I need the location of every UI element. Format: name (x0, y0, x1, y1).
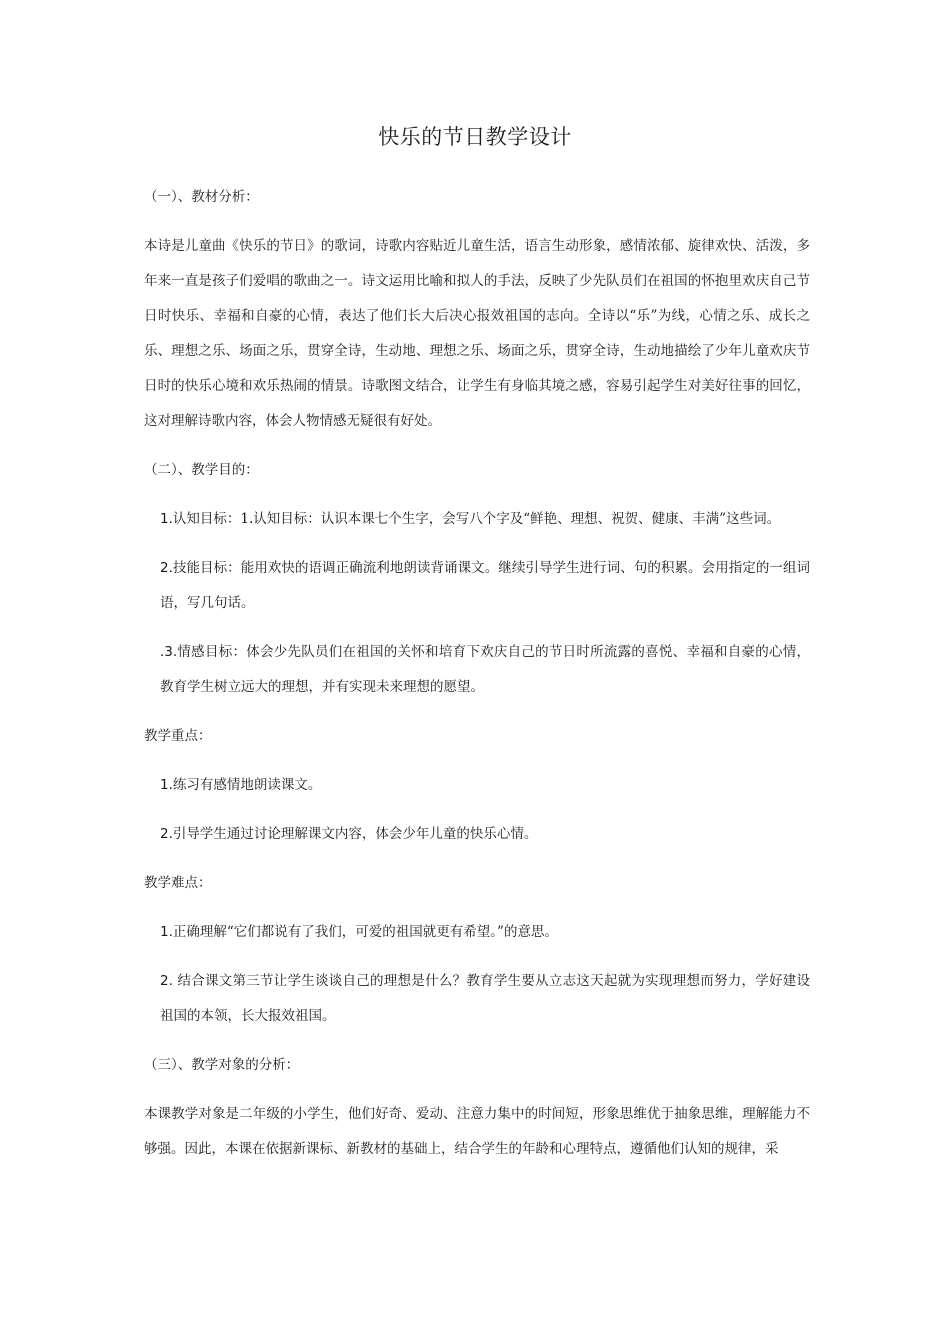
key-point-item (144, 817, 810, 852)
difficulty-number: 2. (160, 973, 178, 989)
difficulty-text: 正确理解“它们都说有了我们，可爱的祖国就更有希望。”的意思。 (172, 924, 558, 940)
section-heading-key-points: 教学重点： (144, 728, 212, 744)
goal-number: .3. (160, 644, 178, 660)
materials-analysis-paragraph: 本诗是儿童曲《快乐的节日》的歌词，诗歌内容贴近儿童生活，语言生动形象，感情浓郁、旋律欢快、活泼，多年来一直是孩子们爱唱的歌曲之一。诗文运用比喻和拟人的手法，反映了少先队员们在祖国的怀抱里欢庆自己节日时快乐、幸福和自豪的心情，表达了他们长大后决心报效祖国的志向。全诗以“乐”为线，心情之乐、成长之乐、理想之乐、场面之乐，贯穿全诗，生动地、理想之乐、场面之乐，贯穿全诗，生动地描绘了少年儿童欢庆节日时的快乐心境和欢乐热闹的情景。诗歌图文结合，让学生有身临其境之感，容易引起学生对美好往事的回忆，这对理解诗歌内容，体会人物情感无疑很有好处。 (144, 238, 810, 429)
difficulty-item (144, 964, 810, 1034)
learner-analysis-paragraph: 本课教学对象是二年级的小学生，他们好奇、爱动、注意力集中的时间短，形象思维优于抽象思维，理解能力不够强。因此，本课在依据新课标、新教材的基础上，结合学生的年龄和心理特点，遵循他们认知的规律，采 (144, 1106, 810, 1157)
goal-number: 1. (160, 511, 173, 527)
difficulty-text: 结合课文第三节让学生谈谈自己的理想是什么？教育学生要从立志这天起就为实现理想而努力，学好建设祖国的本领，长大报效祖国。 (160, 973, 811, 1024)
goal-item-cognitive (144, 502, 810, 537)
section-heading-difficulties: 教学难点： (144, 875, 212, 891)
difficulty-number: 1. (160, 924, 173, 940)
section-heading-materials: （一）、教材分析： (144, 189, 259, 205)
goal-text: 情感目标：体会少先队员们在祖国的关怀和培育下欢庆自己的节日时所流露的喜悦、幸福和自豪的心情，教育学生树立远大的理想，并有实现未来理想的愿望。 (160, 644, 810, 695)
goal-text: 技能目标：能用欢快的语调正确流利地朗读背诵课文。继续引导学生进行词、句的积累。会用指定的一组词语，写几句话。 (160, 560, 810, 611)
key-point-number: 1. (160, 777, 173, 793)
goal-text: 认知目标：1.认知目标：认识本课七个生字，会写八个字及“鲜艳、理想、祝贺、健康、丰满”这些词。 (172, 511, 781, 527)
key-point-text: 练习有感情地朗读课文。 (172, 777, 322, 793)
key-point-number: 2. (160, 826, 173, 842)
section-heading-learners: （三）、教学对象的分析： (144, 1057, 300, 1073)
document-body (144, 180, 810, 1181)
key-point-item (144, 768, 810, 803)
difficulty-item (144, 915, 810, 950)
document-title: 快乐的节日教学设计 (378, 125, 572, 149)
section-heading-goals: （二）、教学目的： (144, 462, 259, 478)
goal-item-skill (144, 551, 810, 621)
goal-number: 2. (160, 560, 173, 576)
key-point-text: 引导学生通过讨论理解课文内容，体会少年儿童的快乐心情。 (172, 826, 538, 842)
goal-item-emotion (144, 635, 810, 705)
